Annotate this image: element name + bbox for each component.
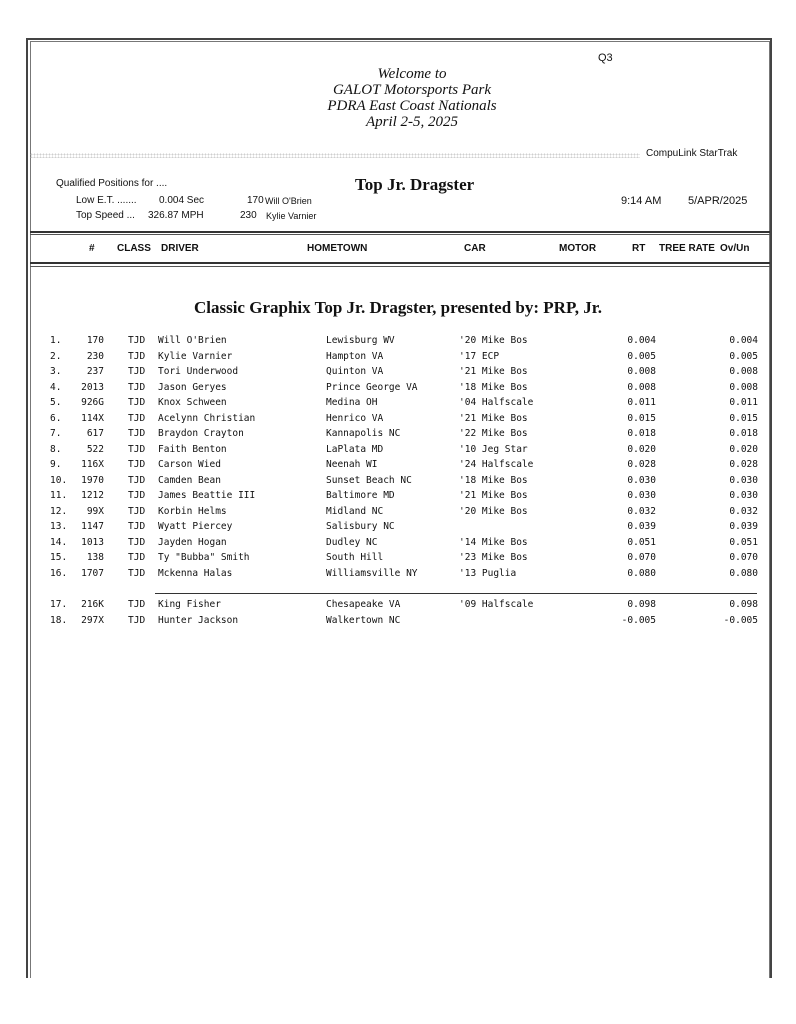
round-label: Q3 (598, 52, 613, 64)
row-car-number: 2013 (81, 381, 104, 393)
row-ov-un: 0.032 (729, 505, 758, 517)
row-ov-un: 0.070 (729, 552, 758, 563)
table-row (0, 490, 796, 506)
row-car-number: 1707 (81, 567, 104, 579)
row-car-number: 237 (86, 366, 104, 377)
row-driver: Camden Bean (158, 474, 221, 486)
row-position: 14. (50, 536, 68, 548)
table-row (0, 382, 796, 398)
row-ov-un: 0.018 (729, 428, 758, 439)
row-class: TJD (128, 366, 146, 377)
row-ov-un: 0.011 (729, 397, 758, 408)
row-class: TJD (128, 552, 146, 563)
row-class: TJD (128, 397, 146, 408)
system-label: CompuLink StarTrak (646, 148, 738, 159)
row-car-number: 297X (81, 614, 104, 626)
row-car: '18 Mike Bos (459, 381, 528, 393)
table-row (0, 413, 796, 429)
row-car: '04 Halfscale (459, 397, 534, 408)
row-rt: 0.098 (627, 599, 656, 610)
row-driver: Acelynn Christian (158, 412, 256, 424)
row-car-number: 617 (86, 428, 104, 439)
class-title: Top Jr. Dragster (355, 175, 475, 194)
row-rt: 0.032 (627, 505, 656, 517)
row-driver: Ty "Bubba" Smith (158, 552, 250, 563)
row-driver: Will O'Brien (158, 335, 227, 346)
row-ov-un: 0.039 (729, 521, 758, 532)
row-driver: Braydon Crayton (158, 428, 244, 439)
row-position: 16. (50, 567, 68, 579)
row-car: '22 Mike Bos (459, 428, 528, 439)
top-speed-driver: Kylie Varnier (266, 211, 317, 221)
table-row (0, 475, 796, 491)
col-class: CLASS (117, 243, 151, 254)
row-class: TJD (128, 443, 146, 455)
row-hometown: Sunset Beach NC (326, 474, 412, 486)
row-car-number: 170 (86, 335, 104, 346)
table-row (0, 428, 796, 444)
row-hometown: Dudley NC (326, 536, 378, 548)
row-position: 13. (50, 521, 68, 532)
table-row (0, 537, 796, 553)
row-car: '13 Puglia (459, 567, 517, 579)
row-car: '09 Halfscale (459, 599, 534, 610)
row-hometown: Hampton VA (326, 350, 384, 362)
welcome-line-3: PDRA East Coast Nationals (327, 98, 497, 114)
row-car: '21 Mike Bos (459, 366, 528, 377)
table-row (0, 568, 796, 584)
table-row (0, 615, 796, 631)
row-rt: 0.020 (627, 443, 656, 455)
row-ov-un: -0.005 (723, 614, 758, 626)
low-et-driver: Will O'Brien (265, 196, 312, 206)
row-class: TJD (128, 335, 146, 346)
col-car: CAR (464, 243, 486, 254)
row-car: '20 Mike Bos (459, 335, 528, 346)
row-driver: Jason Geryes (158, 381, 227, 393)
row-driver: Knox Schween (158, 397, 227, 408)
row-driver: Jayden Hogan (158, 536, 227, 548)
row-position: 8. (50, 443, 62, 455)
row-hometown: Kannapolis NC (326, 428, 401, 439)
qualifying-cut-line (155, 593, 757, 594)
row-position: 7. (50, 428, 62, 439)
row-rt: 0.039 (627, 521, 656, 532)
row-ov-un: 0.028 (729, 459, 758, 470)
row-driver: Wyatt Piercey (158, 521, 233, 532)
row-car: '23 Mike Bos (459, 552, 528, 563)
col-ov-un: Ov/Un (720, 243, 750, 254)
row-car-number: 926G (81, 397, 104, 408)
row-position: 15. (50, 552, 68, 563)
row-rt: 0.005 (627, 350, 656, 362)
top-speed-car: 230 (240, 210, 257, 221)
row-position: 5. (50, 397, 62, 408)
row-class: TJD (128, 505, 146, 517)
table-row (0, 397, 796, 413)
row-car-number: 138 (86, 552, 104, 563)
row-car-number: 1013 (81, 536, 104, 548)
row-class: TJD (128, 412, 146, 424)
row-car-number: 1147 (81, 521, 104, 532)
row-ov-un: 0.008 (729, 381, 758, 393)
low-et-value: 0.004 Sec (159, 195, 205, 206)
row-position: 3. (50, 366, 62, 377)
table-row (0, 459, 796, 475)
table-row (0, 599, 796, 615)
row-class: TJD (128, 490, 146, 501)
row-rt: 0.070 (627, 552, 656, 563)
row-hometown: South Hill (326, 552, 384, 563)
header-rule-bottom-2 (30, 266, 770, 267)
row-driver: Mckenna Halas (158, 567, 233, 579)
row-driver: James Beattie III (158, 490, 256, 501)
row-hometown: Walkertown NC (326, 614, 401, 626)
row-position: 17. (50, 599, 68, 610)
row-rt: 0.028 (627, 459, 656, 470)
row-rt: 0.011 (627, 397, 656, 408)
row-class: TJD (128, 567, 146, 579)
row-ov-un: 0.005 (729, 350, 758, 362)
row-car: '17 ECP (459, 350, 500, 362)
row-hometown: Medina OH (326, 397, 378, 408)
row-car: '18 Mike Bos (459, 474, 528, 486)
table-row (0, 506, 796, 522)
row-rt: 0.080 (627, 567, 656, 579)
report-date: 5/APR/2025 (688, 195, 748, 207)
row-hometown: Henrico VA (326, 412, 384, 424)
row-hometown: Williamsville NY (326, 567, 418, 579)
row-ov-un: 0.015 (729, 412, 758, 424)
welcome-line-2: GALOT Motorsports Park (332, 82, 492, 98)
row-class: TJD (128, 381, 146, 393)
table-row (0, 335, 796, 351)
row-hometown: Lewisburg WV (326, 335, 395, 346)
row-car: '14 Mike Bos (459, 536, 528, 548)
results-subtitle: Classic Graphix Top Jr. Dragster, presented by: PRP, Jr. (193, 298, 603, 317)
table-row (0, 444, 796, 460)
row-ov-un: 0.004 (729, 335, 758, 346)
row-car-number: 230 (86, 350, 104, 362)
row-rt: 0.004 (627, 335, 656, 346)
row-ov-un: 0.020 (729, 443, 758, 455)
row-driver: Kylie Varnier (158, 350, 233, 362)
row-ov-un: 0.051 (729, 536, 758, 548)
row-car-number: 99X (86, 505, 104, 517)
row-ov-un: 0.098 (729, 599, 758, 610)
row-ov-un: 0.030 (729, 490, 758, 501)
row-rt: 0.008 (627, 366, 656, 377)
row-ov-un: 0.008 (729, 366, 758, 377)
row-position: 6. (50, 412, 62, 424)
row-driver: Hunter Jackson (158, 614, 239, 626)
header-rule-bottom (30, 262, 770, 264)
row-driver: Tori Underwood (158, 366, 239, 377)
col-num: # (89, 243, 95, 254)
low-et-car: 170 (247, 195, 264, 206)
row-class: TJD (128, 614, 146, 626)
row-rt: -0.005 (621, 614, 656, 626)
row-position: 11. (50, 490, 68, 501)
header-rule-top (30, 231, 770, 233)
row-driver: Carson Wied (158, 459, 221, 470)
col-tree-rate: TREE RATE (659, 243, 715, 254)
row-hometown: Quinton VA (326, 366, 384, 377)
row-car: '20 Mike Bos (459, 505, 528, 517)
row-class: TJD (128, 350, 146, 362)
row-position: 9. (50, 459, 62, 470)
row-ov-un: 0.030 (729, 474, 758, 486)
row-rt: 0.030 (627, 490, 656, 501)
header-rule-top-2 (30, 234, 770, 235)
row-driver: Korbin Helms (158, 505, 227, 517)
col-driver: DRIVER (161, 243, 199, 254)
row-car-number: 522 (86, 443, 104, 455)
dotted-divider (30, 153, 640, 158)
row-driver: King Fisher (158, 599, 221, 610)
row-rt: 0.015 (627, 412, 656, 424)
col-motor: MOTOR (559, 243, 597, 254)
row-class: TJD (128, 536, 146, 548)
row-class: TJD (128, 599, 146, 610)
row-rt: 0.051 (627, 536, 656, 548)
row-car: '24 Halfscale (459, 459, 534, 470)
row-hometown: Salisbury NC (326, 521, 395, 532)
report-time: 9:14 AM (621, 195, 662, 207)
row-rt: 0.008 (627, 381, 656, 393)
col-hometown: HOMETOWN (307, 243, 368, 254)
welcome-line-1: Welcome to (377, 66, 447, 82)
row-position: 10. (50, 474, 68, 486)
table-row (0, 351, 796, 367)
row-hometown: LaPlata MD (326, 443, 384, 455)
row-driver: Faith Benton (158, 443, 227, 455)
row-class: TJD (128, 428, 146, 439)
low-et-label: Low E.T. ....... (76, 195, 137, 206)
row-class: TJD (128, 474, 146, 486)
row-hometown: Midland NC (326, 505, 384, 517)
col-rt: RT (632, 243, 646, 254)
row-ov-un: 0.080 (729, 567, 758, 579)
row-class: TJD (128, 521, 146, 532)
table-row (0, 366, 796, 382)
row-position: 4. (50, 381, 62, 393)
row-car: '21 Mike Bos (459, 412, 528, 424)
row-car-number: 116X (81, 459, 104, 470)
top-speed-label: Top Speed ... (76, 210, 135, 221)
row-hometown: Prince George VA (326, 381, 418, 393)
row-class: TJD (128, 459, 146, 470)
table-row (0, 552, 796, 568)
row-position: 2. (50, 350, 62, 362)
qualified-label: Qualified Positions for .... (56, 178, 168, 189)
row-car: '21 Mike Bos (459, 490, 528, 501)
row-hometown: Neenah WI (326, 459, 378, 470)
row-position: 1. (50, 335, 62, 346)
row-car-number: 216K (81, 599, 104, 610)
row-rt: 0.030 (627, 474, 656, 486)
row-rt: 0.018 (627, 428, 656, 439)
row-car-number: 1970 (81, 474, 104, 486)
row-car-number: 114X (81, 412, 104, 424)
row-position: 18. (50, 614, 68, 626)
top-speed-value: 326.87 MPH (148, 210, 204, 221)
row-hometown: Chesapeake VA (326, 599, 401, 610)
table-row (0, 521, 796, 537)
row-position: 12. (50, 505, 68, 517)
row-car: '10 Jeg Star (459, 443, 528, 455)
row-car-number: 1212 (81, 490, 104, 501)
welcome-line-4: April 2-5, 2025 (365, 114, 459, 130)
row-hometown: Baltimore MD (326, 490, 395, 501)
